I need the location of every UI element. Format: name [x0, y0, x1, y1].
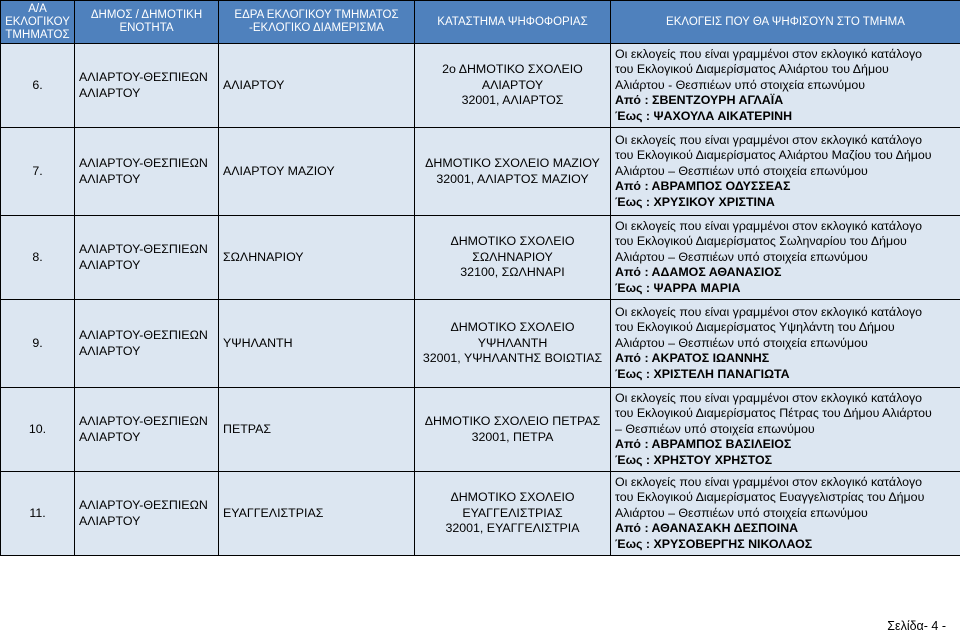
- voters-to: Έως : ΧΡΙΣΤΕΛΗ ΠΑΝΑΓΙΩΤΑ: [615, 366, 790, 381]
- voters-line: Αλιάρτου – Θεσπιέων υπό στοιχεία επωνύμου: [615, 163, 868, 178]
- store-line: 32001, ΑΛΙΑΡΤΟΣ: [461, 93, 564, 108]
- voters-line: Οι εκλογείς που είναι γραμμένοι στον εκλογικό κατάλογο: [615, 46, 923, 61]
- voters-cell: [611, 128, 960, 216]
- store-line: 32001, ΠΕΤΡΑ: [471, 429, 554, 444]
- table-row: [1, 128, 960, 216]
- store-line: ΣΩΛΗΝΑΡΙΟΥ: [472, 249, 553, 264]
- voters-to: Έως : ΨΑΧΟΥΛΑ ΑΙΚΑΤΕΡΙΝΗ: [615, 108, 793, 123]
- store-cell: [415, 472, 611, 556]
- store-cell: [415, 128, 611, 216]
- voters-line: του Εκλογικού Διαμερίσματος Υψηλάντη του Δήμου: [615, 320, 895, 335]
- seat-cell: ΕΥΑΓΓΕΛΙΣΤΡΙΑΣ: [219, 472, 415, 556]
- voters-line: του Εκλογικού Διαμερίσματος Πέτρας του Δήμου Αλιάρτου: [615, 406, 932, 421]
- header-store: ΚΑΤΑΣΤΗΜΑ ΨΗΦΟΦΟΡΙΑΣ: [415, 1, 611, 44]
- table-row: [1, 300, 960, 388]
- municipality-cell: ΑΛΙΑΡΤΟΥ-ΘΕΣΠΙΕΩΝ ΑΛΙΑΡΤΟΥ: [75, 388, 219, 472]
- voters-from: Από : ΑΔΑΜΟΣ ΑΘΑΝΑΣΙΟΣ: [615, 265, 782, 280]
- seat-cell: ΠΕΤΡΑΣ: [219, 388, 415, 472]
- header-seat: ΕΔΡΑ ΕΚΛΟΓΙΚΟΥ ΤΜΗΜΑΤΟΣ -ΕΚΛΟΓΙΚΟ ΔΙΑΜΕΡΙΣΜΑ: [219, 1, 415, 44]
- voters-line: του Εκλογικού Διαμερίσματος Αλιάρτου Μαζίου του Δήμου: [615, 148, 932, 163]
- seat-cell: ΣΩΛΗΝΑΡΙΟΥ: [219, 216, 415, 300]
- row-number: 10.: [1, 388, 75, 472]
- header-municipality: ΔΗΜΟΣ / ΔΗΜΟΤΙΚΗ ΕΝΟΤΗΤΑ: [75, 1, 219, 44]
- store-line: 32001, ΑΛΙΑΡΤΟΣ ΜΑΖΙΟΥ: [436, 171, 589, 186]
- voters-line: του Εκλογικού Διαμερίσματος Αλιάρτου του Δήμου: [615, 62, 889, 77]
- voters-line: Οι εκλογείς που είναι γραμμένοι στον εκλογικό κατάλογο: [615, 390, 923, 405]
- voters-line: Οι εκλογείς που είναι γραμμένοι στον εκλογικό κατάλογο: [615, 218, 923, 233]
- row-number: 6.: [1, 44, 75, 128]
- header-num: Α/Α ΕΚΛΟΓΙΚΟΥ ΤΜΗΜΑΤΟΣ: [1, 1, 75, 44]
- row-number: 7.: [1, 128, 75, 216]
- page-number: Σελίδα- 4 -: [887, 619, 946, 633]
- row-number: 9.: [1, 300, 75, 388]
- voters-from: Από : ΑΒΡΑΜΠΟΣ ΟΔΥΣΣΕΑΣ: [615, 179, 791, 194]
- voters-line: Οι εκλογείς που είναι γραμμένοι στον εκλογικό κατάλογο: [615, 132, 923, 147]
- store-line: ΔΗΜΟΤΙΚΟ ΣΧΟΛΕΙΟ ΠΕΤΡΑΣ: [424, 414, 601, 428]
- voters-cell: [611, 472, 960, 556]
- voters-to: Έως : ΧΡΗΣΤΟΥ ΧΡΗΣΤΟΣ: [615, 452, 773, 467]
- voters-to: Έως : ΨΑΡΡΑ ΜΑΡΙΑ: [615, 280, 741, 295]
- store-cell: [415, 216, 611, 300]
- seat-cell: ΥΨΗΛΑΝΤΗ: [219, 300, 415, 388]
- store-line: ΔΗΜΟΤΙΚΟ ΣΧΟΛΕΙΟ: [450, 490, 575, 505]
- header-row: [1, 1, 960, 44]
- voters-line: Αλιάρτου – Θεσπιέων υπό στοιχεία επωνύμου: [615, 505, 868, 520]
- voters-to: Έως : ΧΡΥΣΙΚΟΥ ΧΡΙΣΤΙΝΑ: [615, 194, 775, 209]
- store-line: ΥΨΗΛΑΝΤΗ: [477, 335, 548, 350]
- seat-cell: ΑΛΙΑΡΤΟΥ ΜΑΖΙΟΥ: [219, 128, 415, 216]
- municipality-cell: ΑΛΙΑΡΤΟΥ-ΘΕΣΠΙΕΩΝ ΑΛΙΑΡΤΟΥ: [75, 300, 219, 388]
- store-line: ΔΗΜΟΤΙΚΟ ΣΧΟΛΕΙΟ: [450, 320, 575, 335]
- municipality-cell: ΑΛΙΑΡΤΟΥ-ΘΕΣΠΙΕΩΝ ΑΛΙΑΡΤΟΥ: [75, 44, 219, 128]
- store-line: 32100, ΣΩΛΗΝΑΡΙ: [460, 265, 565, 280]
- table-row: [1, 388, 960, 472]
- voters-line: Οι εκλογείς που είναι γραμμένοι στον εκλογικό κατάλογο: [615, 304, 923, 319]
- table-row: [1, 44, 960, 128]
- voters-line: Αλιάρτου – Θεσπιέων υπό στοιχεία επωνύμου: [615, 335, 868, 350]
- seat-cell: ΑΛΙΑΡΤΟΥ: [219, 44, 415, 128]
- table-row: [1, 472, 960, 556]
- voters-line: – Θεσπιέων υπό στοιχεία επωνύμου: [615, 421, 815, 436]
- store-line: ΔΗΜΟΤΙΚΟ ΣΧΟΛΕΙΟ: [450, 234, 575, 249]
- municipality-cell: ΑΛΙΑΡΤΟΥ-ΘΕΣΠΙΕΩΝ ΑΛΙΑΡΤΟΥ: [75, 472, 219, 556]
- voters-from: Από : ΑΒΡΑΜΠΟΣ ΒΑΣΙΛΕΙΟΣ: [615, 437, 792, 452]
- header-voters: ΕΚΛΟΓΕΙΣ ΠΟΥ ΘΑ ΨΗΦΙΣΟΥΝ ΣΤΟ ΤΜΗΜΑ: [611, 1, 960, 44]
- voters-cell: [611, 216, 960, 300]
- voters-from: Από : ΑΚΡΑΤΟΣ ΙΩΑΝΝΗΣ: [615, 351, 770, 366]
- store-cell: [415, 388, 611, 472]
- store-line: 32001, ΕΥΑΓΓΕΛΙΣΤΡΙΑ: [445, 521, 580, 536]
- voters-line: Αλιάρτου – Θεσπιέων υπό στοιχεία επωνύμου: [615, 249, 868, 264]
- table-row: [1, 216, 960, 300]
- voters-line: Οι εκλογείς που είναι γραμμένοι στον εκλογικό κατάλογο: [615, 474, 923, 489]
- voters-from: Από : ΣΒΕΝΤΖΟΥΡΗ ΑΓΛΑΪΑ: [615, 93, 784, 108]
- voters-from: Από : ΑΘΑΝΑΣΑΚΗ ΔΕΣΠΟΙΝΑ: [615, 521, 799, 536]
- store-line: ΑΛΙΑΡΤΟΥ: [481, 77, 544, 92]
- municipality-cell: ΑΛΙΑΡΤΟΥ-ΘΕΣΠΙΕΩΝ ΑΛΙΑΡΤΟΥ: [75, 216, 219, 300]
- voters-cell: [611, 44, 960, 128]
- voters-to: Έως : ΧΡΥΣΟΒΕΡΓΗΣ ΝΙΚΟΛΑΟΣ: [615, 536, 813, 551]
- voters-line: του Εκλογικού Διαμερίσματος Σωληναρίου του Δήμου: [615, 234, 907, 249]
- row-number: 8.: [1, 216, 75, 300]
- voters-cell: [611, 388, 960, 472]
- store-line: 2ο ΔΗΜΟΤΙΚΟ ΣΧΟΛΕΙΟ: [442, 62, 583, 77]
- voters-cell: [611, 300, 960, 388]
- store-line: 32001, ΥΨΗΛΑΝΤΗΣ ΒΟΙΩΤΙΑΣ: [422, 351, 603, 366]
- row-number: 11.: [1, 472, 75, 556]
- voters-line: Αλιάρτου - Θεσπιέων υπό στοιχεία επωνύμου: [615, 77, 865, 92]
- store-cell: [415, 300, 611, 388]
- voters-line: του Εκλογικού Διαμερίσματος Ευαγγελιστρίας του Δήμου: [615, 490, 925, 505]
- store-cell: [415, 44, 611, 128]
- municipality-cell: ΑΛΙΑΡΤΟΥ-ΘΕΣΠΙΕΩΝ ΑΛΙΑΡΤΟΥ: [75, 128, 219, 216]
- store-line: ΕΥΑΓΓΕΛΙΣΤΡΙΑΣ: [462, 505, 563, 520]
- store-line: ΔΗΜΟΤΙΚΟ ΣΧΟΛΕΙΟ ΜΑΖΙΟΥ: [425, 156, 600, 170]
